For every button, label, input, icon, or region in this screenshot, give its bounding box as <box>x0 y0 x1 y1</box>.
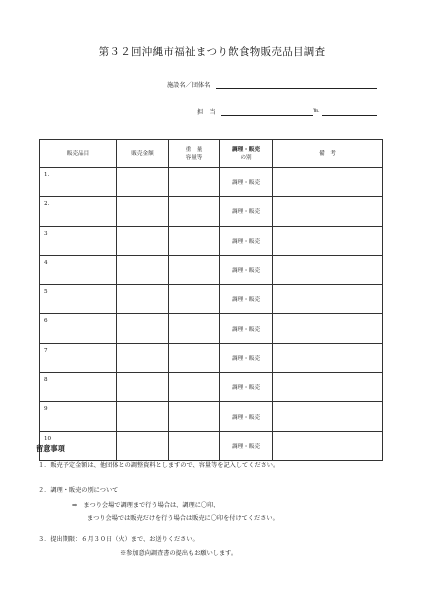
person-label: 担 当 <box>197 109 216 116</box>
kind-cell[interactable]: 調理・販売 <box>220 168 273 197</box>
table-row <box>40 226 383 255</box>
price-cell[interactable] <box>117 343 169 372</box>
kind-cell[interactable]: 調理・販売 <box>220 197 273 226</box>
kind-cell[interactable]: 調理・販売 <box>220 431 273 460</box>
table-row <box>40 402 383 431</box>
kind-cell[interactable]: 調理・販売 <box>220 402 273 431</box>
row-number[interactable]: 5 <box>40 285 117 314</box>
header-price: 販売金額 <box>117 140 169 168</box>
phone-line[interactable] <box>322 115 377 116</box>
header-remarks: 備 考 <box>273 140 383 168</box>
document-title: 第３２回沖縄市福祉まつり飲食物販売品目調査 <box>98 46 326 58</box>
weight-cell[interactable] <box>169 314 220 343</box>
price-cell[interactable] <box>117 197 169 226</box>
price-cell[interactable] <box>117 168 169 197</box>
table-row <box>40 343 383 372</box>
note-item-3-sub: ※参加意向調査書の提出もお願いします。 <box>120 550 238 557</box>
row-number[interactable]: 3 <box>40 226 117 255</box>
table-row <box>40 314 383 343</box>
remarks-cell[interactable] <box>273 226 383 255</box>
row-number[interactable]: 8 <box>40 373 117 402</box>
remarks-cell[interactable] <box>273 197 383 226</box>
table-header-row <box>40 140 383 168</box>
note-item-2-sub-1: ⇒ まつり会場で調理まで行う場合は、調理に〇印、 <box>72 502 220 509</box>
header-weight-line1: 重 量 <box>185 146 203 153</box>
weight-cell[interactable] <box>169 226 220 255</box>
header-weight <box>169 140 220 168</box>
kind-cell[interactable]: 調理・販売 <box>220 285 273 314</box>
kind-cell[interactable]: 調理・販売 <box>220 255 273 284</box>
table-row <box>40 197 383 226</box>
row-number[interactable]: 1. <box>40 168 117 197</box>
weight-cell[interactable] <box>169 431 220 460</box>
weight-cell[interactable] <box>169 168 220 197</box>
remarks-cell[interactable] <box>273 285 383 314</box>
note-item-2: ２．調理・販売の別について <box>38 487 119 494</box>
price-cell[interactable] <box>117 285 169 314</box>
remarks-cell[interactable] <box>273 402 383 431</box>
header-weight-line2: 容量等 <box>185 154 203 161</box>
kind-cell[interactable]: 調理・販売 <box>220 343 273 372</box>
remarks-cell[interactable] <box>273 168 383 197</box>
weight-cell[interactable] <box>169 373 220 402</box>
note-item-1: １．販売予定金額は、他団体との調整資料としますので、容量等を記入してください。 <box>38 462 280 469</box>
table-row <box>40 168 383 197</box>
weight-cell[interactable] <box>169 343 220 372</box>
row-number[interactable]: 6 <box>40 314 117 343</box>
table-row <box>40 255 383 284</box>
remarks-cell[interactable] <box>273 431 383 460</box>
row-number[interactable]: 2. <box>40 197 117 226</box>
table-row <box>40 373 383 402</box>
header-kind-line1: 調理・販売 <box>232 146 260 153</box>
price-cell[interactable] <box>117 402 169 431</box>
row-number[interactable]: 7 <box>40 343 117 372</box>
remarks-cell[interactable] <box>273 373 383 402</box>
price-cell[interactable] <box>117 314 169 343</box>
kind-cell[interactable]: 調理・販売 <box>220 314 273 343</box>
weight-cell[interactable] <box>169 285 220 314</box>
row-number[interactable]: 4 <box>40 255 117 284</box>
table-row <box>40 431 383 460</box>
header-kind <box>220 140 273 168</box>
org-name-label: 施設名／団体名 <box>167 82 211 89</box>
remarks-cell[interactable] <box>273 314 383 343</box>
notes-heading: 留意事項 <box>36 444 65 453</box>
row-number[interactable]: 10 <box>40 431 117 460</box>
weight-cell[interactable] <box>169 197 220 226</box>
price-cell[interactable] <box>117 255 169 284</box>
items-table <box>39 139 383 461</box>
remarks-cell[interactable] <box>273 343 383 372</box>
table-row <box>40 285 383 314</box>
price-cell[interactable] <box>117 226 169 255</box>
price-cell[interactable] <box>117 373 169 402</box>
kind-cell[interactable]: 調理・販売 <box>220 373 273 402</box>
weight-cell[interactable] <box>169 402 220 431</box>
weight-cell[interactable] <box>169 255 220 284</box>
person-line[interactable] <box>221 115 313 116</box>
row-number[interactable]: 9 <box>40 402 117 431</box>
header-item: 販売品目 <box>40 140 117 168</box>
org-name-line[interactable] <box>216 88 377 89</box>
note-item-2-sub-2: まつり会場では販売だけを行う場合は販売に〇印を付けてください。 <box>87 515 279 522</box>
kind-cell[interactable]: 調理・販売 <box>220 226 273 255</box>
header-kind-line2: の別 <box>240 154 252 161</box>
price-cell[interactable] <box>117 431 169 460</box>
phone-label: ℡ <box>313 107 320 114</box>
remarks-cell[interactable] <box>273 255 383 284</box>
note-item-3: ３．提出期限：６月３０日（火）まで、お送りください。 <box>38 536 199 543</box>
